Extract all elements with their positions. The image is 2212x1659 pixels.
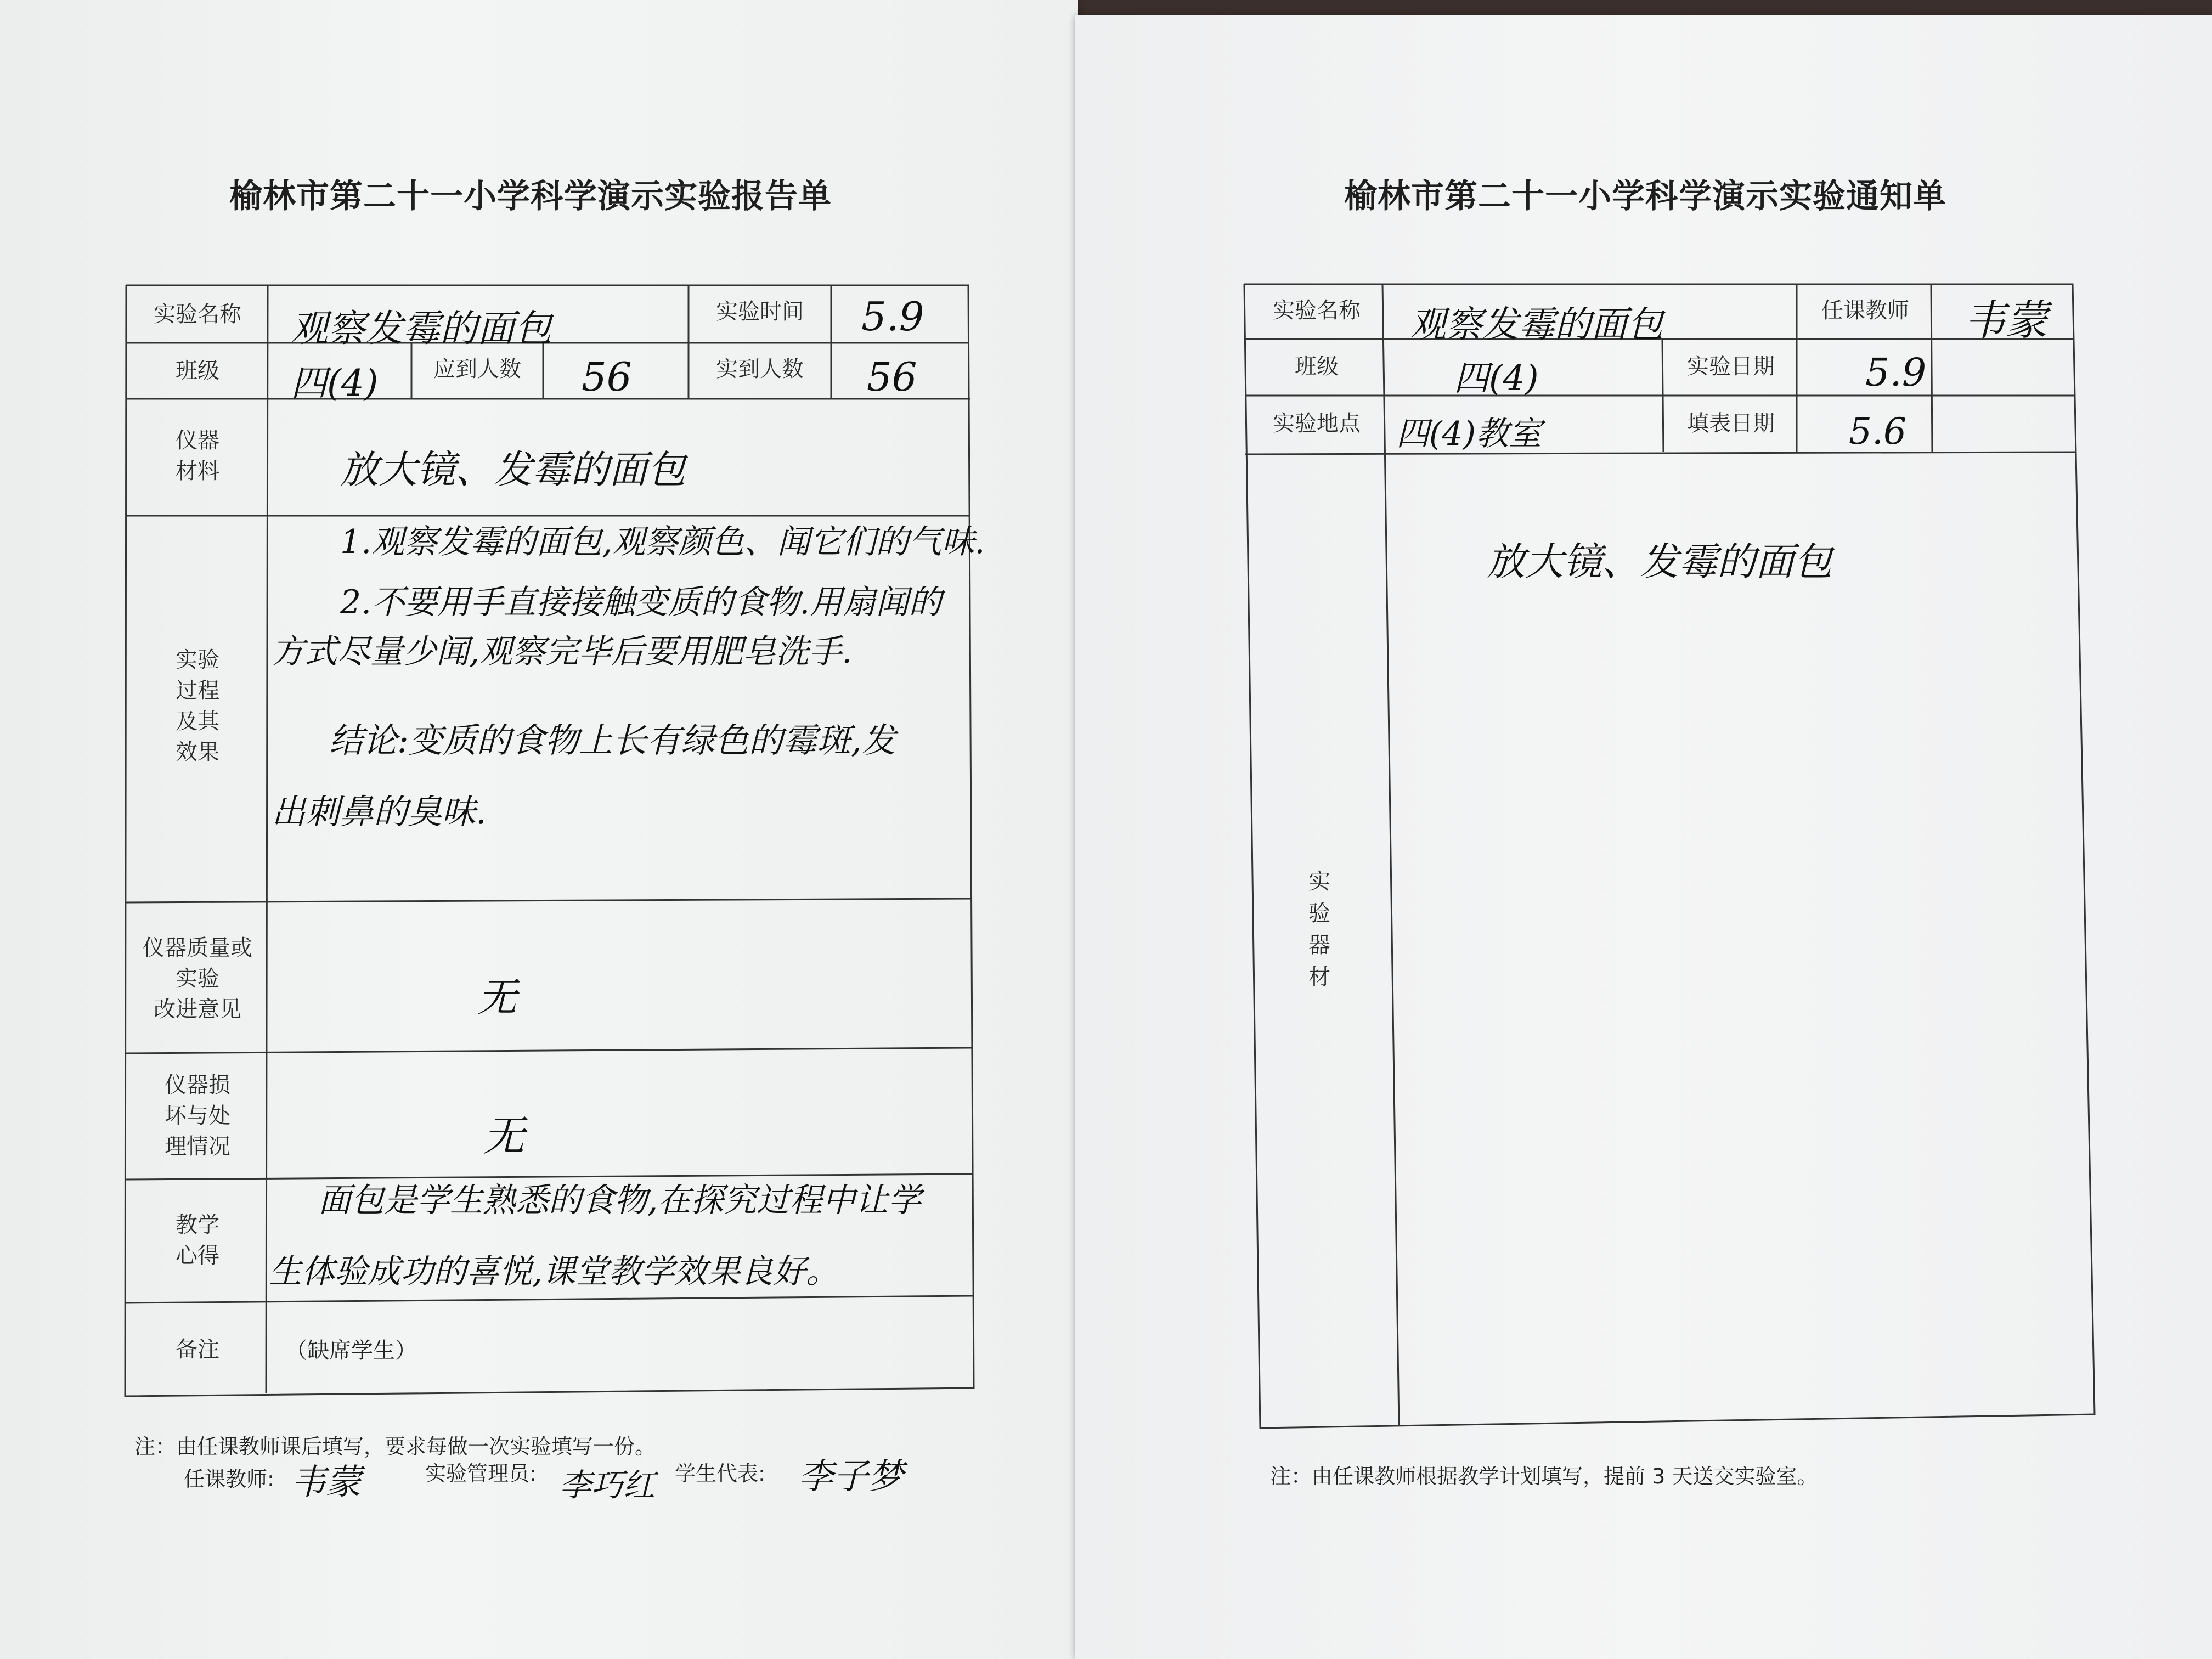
notice-title: 榆林市第二十一小学科学演示实验通知单	[1344, 177, 1946, 216]
label-damage-line1: 仪器损	[165, 1073, 230, 1098]
conclusion-line1: 结论:变质的食物上长有绿色的霉斑,发	[329, 720, 896, 760]
label-process-line2: 过程	[176, 678, 219, 703]
sig-manager-label: 实验管理员:	[425, 1462, 537, 1486]
value-damage: 无	[483, 1111, 524, 1160]
sig-manager: 李巧红	[560, 1466, 656, 1504]
label-actual: 实到人数	[716, 357, 804, 382]
label-materials-line1: 仪器	[176, 428, 219, 453]
notice-value-exp-date: 5.9	[1865, 350, 1927, 395]
label-exp-time: 实验时间	[716, 299, 804, 324]
process-line1: 1.观察发霉的面包,观察颜色、闻它们的气味.	[340, 523, 985, 561]
label-reflection-line2: 心得	[176, 1243, 219, 1268]
notice-label-equipment-4: 材	[1308, 964, 1330, 990]
notice-table-grid	[1075, 15, 2212, 1659]
value-expected: 56	[582, 354, 632, 400]
process-line2: 2.不要用手直接接触变质的食物.用扇闻的	[340, 583, 942, 622]
notice-value-class: 四(4)	[1454, 358, 1539, 399]
label-quality-line3: 改进意见	[154, 997, 241, 1022]
value-materials: 放大镜、发霉的面包	[340, 447, 686, 492]
notice-value-exp-name: 观察发霉的面包	[1410, 303, 1663, 346]
label-quality	[132, 933, 263, 1025]
notice-label-exp-date: 实验日期	[1687, 354, 1775, 379]
label-reflection	[143, 1210, 252, 1271]
sig-student: 李子梦	[798, 1457, 904, 1497]
label-exp-name: 实验名称	[154, 302, 241, 327]
notice-label-equipment	[1303, 866, 1336, 993]
notice-label-equipment-1: 实	[1308, 869, 1330, 894]
label-damage	[137, 1070, 258, 1162]
sig-teacher-label: 任课教师:	[184, 1467, 274, 1491]
label-process	[143, 645, 252, 768]
value-class: 四(4)	[291, 362, 379, 404]
notice-label-exp-name: 实验名称	[1273, 298, 1361, 323]
report-note: 注：由任课教师课后填写，要求每做一次实验填写一份。	[134, 1435, 656, 1459]
label-class: 班级	[176, 358, 219, 383]
value-remarks: （缺席学生）	[285, 1338, 417, 1363]
label-expected: 应到人数	[433, 357, 521, 382]
notice-value-teacher: 韦蒙	[1964, 296, 2047, 345]
label-materials	[143, 425, 252, 487]
report-table-grid	[0, 0, 1078, 1659]
label-process-line3: 及其	[176, 709, 219, 734]
conclusion-line2: 出刺鼻的臭味.	[272, 792, 487, 832]
value-actual: 56	[867, 354, 917, 400]
notice-note: 注：由任课教师根据教学计划填写，提前 3 天送交实验室。	[1270, 1464, 1818, 1488]
label-process-line4: 效果	[176, 740, 219, 765]
process-line3: 方式尽量少闻,观察完毕后要用肥皂洗手.	[272, 633, 853, 671]
label-process-line1: 实验	[176, 647, 219, 673]
notice-label-equipment-2: 验	[1308, 901, 1330, 926]
report-title: 榆林市第二十一小学科学演示实验报告单	[229, 177, 832, 216]
reflection-line1: 面包是学生熟悉的食物,在探究过程中让学	[318, 1181, 922, 1220]
notice-value-fill-date: 5.6	[1849, 410, 1906, 453]
notice-label-teacher: 任课教师	[1821, 298, 1909, 323]
label-quality-line2: 实验	[176, 966, 219, 991]
notice-label-location: 实验地点	[1273, 411, 1361, 436]
label-materials-line2: 材料	[176, 459, 219, 484]
label-reflection-line1: 教学	[176, 1212, 219, 1238]
label-quality-line1: 仪器质量或	[143, 935, 252, 961]
notice-label-fill-date: 填表日期	[1687, 411, 1775, 436]
notice-value-equipment: 放大镜、发霉的面包	[1487, 539, 1832, 584]
notice-value-location: 四(4)教室	[1396, 415, 1542, 453]
notice-label-equipment-3: 器	[1308, 933, 1330, 958]
notice-sheet	[1075, 15, 2212, 1659]
reflection-line2: 生体验成功的喜悦,课堂教学效果良好。	[269, 1252, 839, 1291]
notice-label-class: 班级	[1295, 354, 1339, 379]
label-damage-line3: 理情况	[165, 1134, 230, 1159]
report-sheet	[0, 0, 1078, 1659]
sig-student-label: 学生代表:	[675, 1462, 765, 1486]
value-exp-name: 观察发霉的面包	[291, 307, 552, 351]
value-quality: 无	[477, 974, 517, 1020]
value-exp-time: 5.9	[861, 294, 924, 340]
sig-teacher: 韦蒙	[291, 1462, 361, 1503]
label-damage-line2: 坏与处	[165, 1103, 230, 1128]
label-remarks: 备注	[176, 1337, 219, 1362]
